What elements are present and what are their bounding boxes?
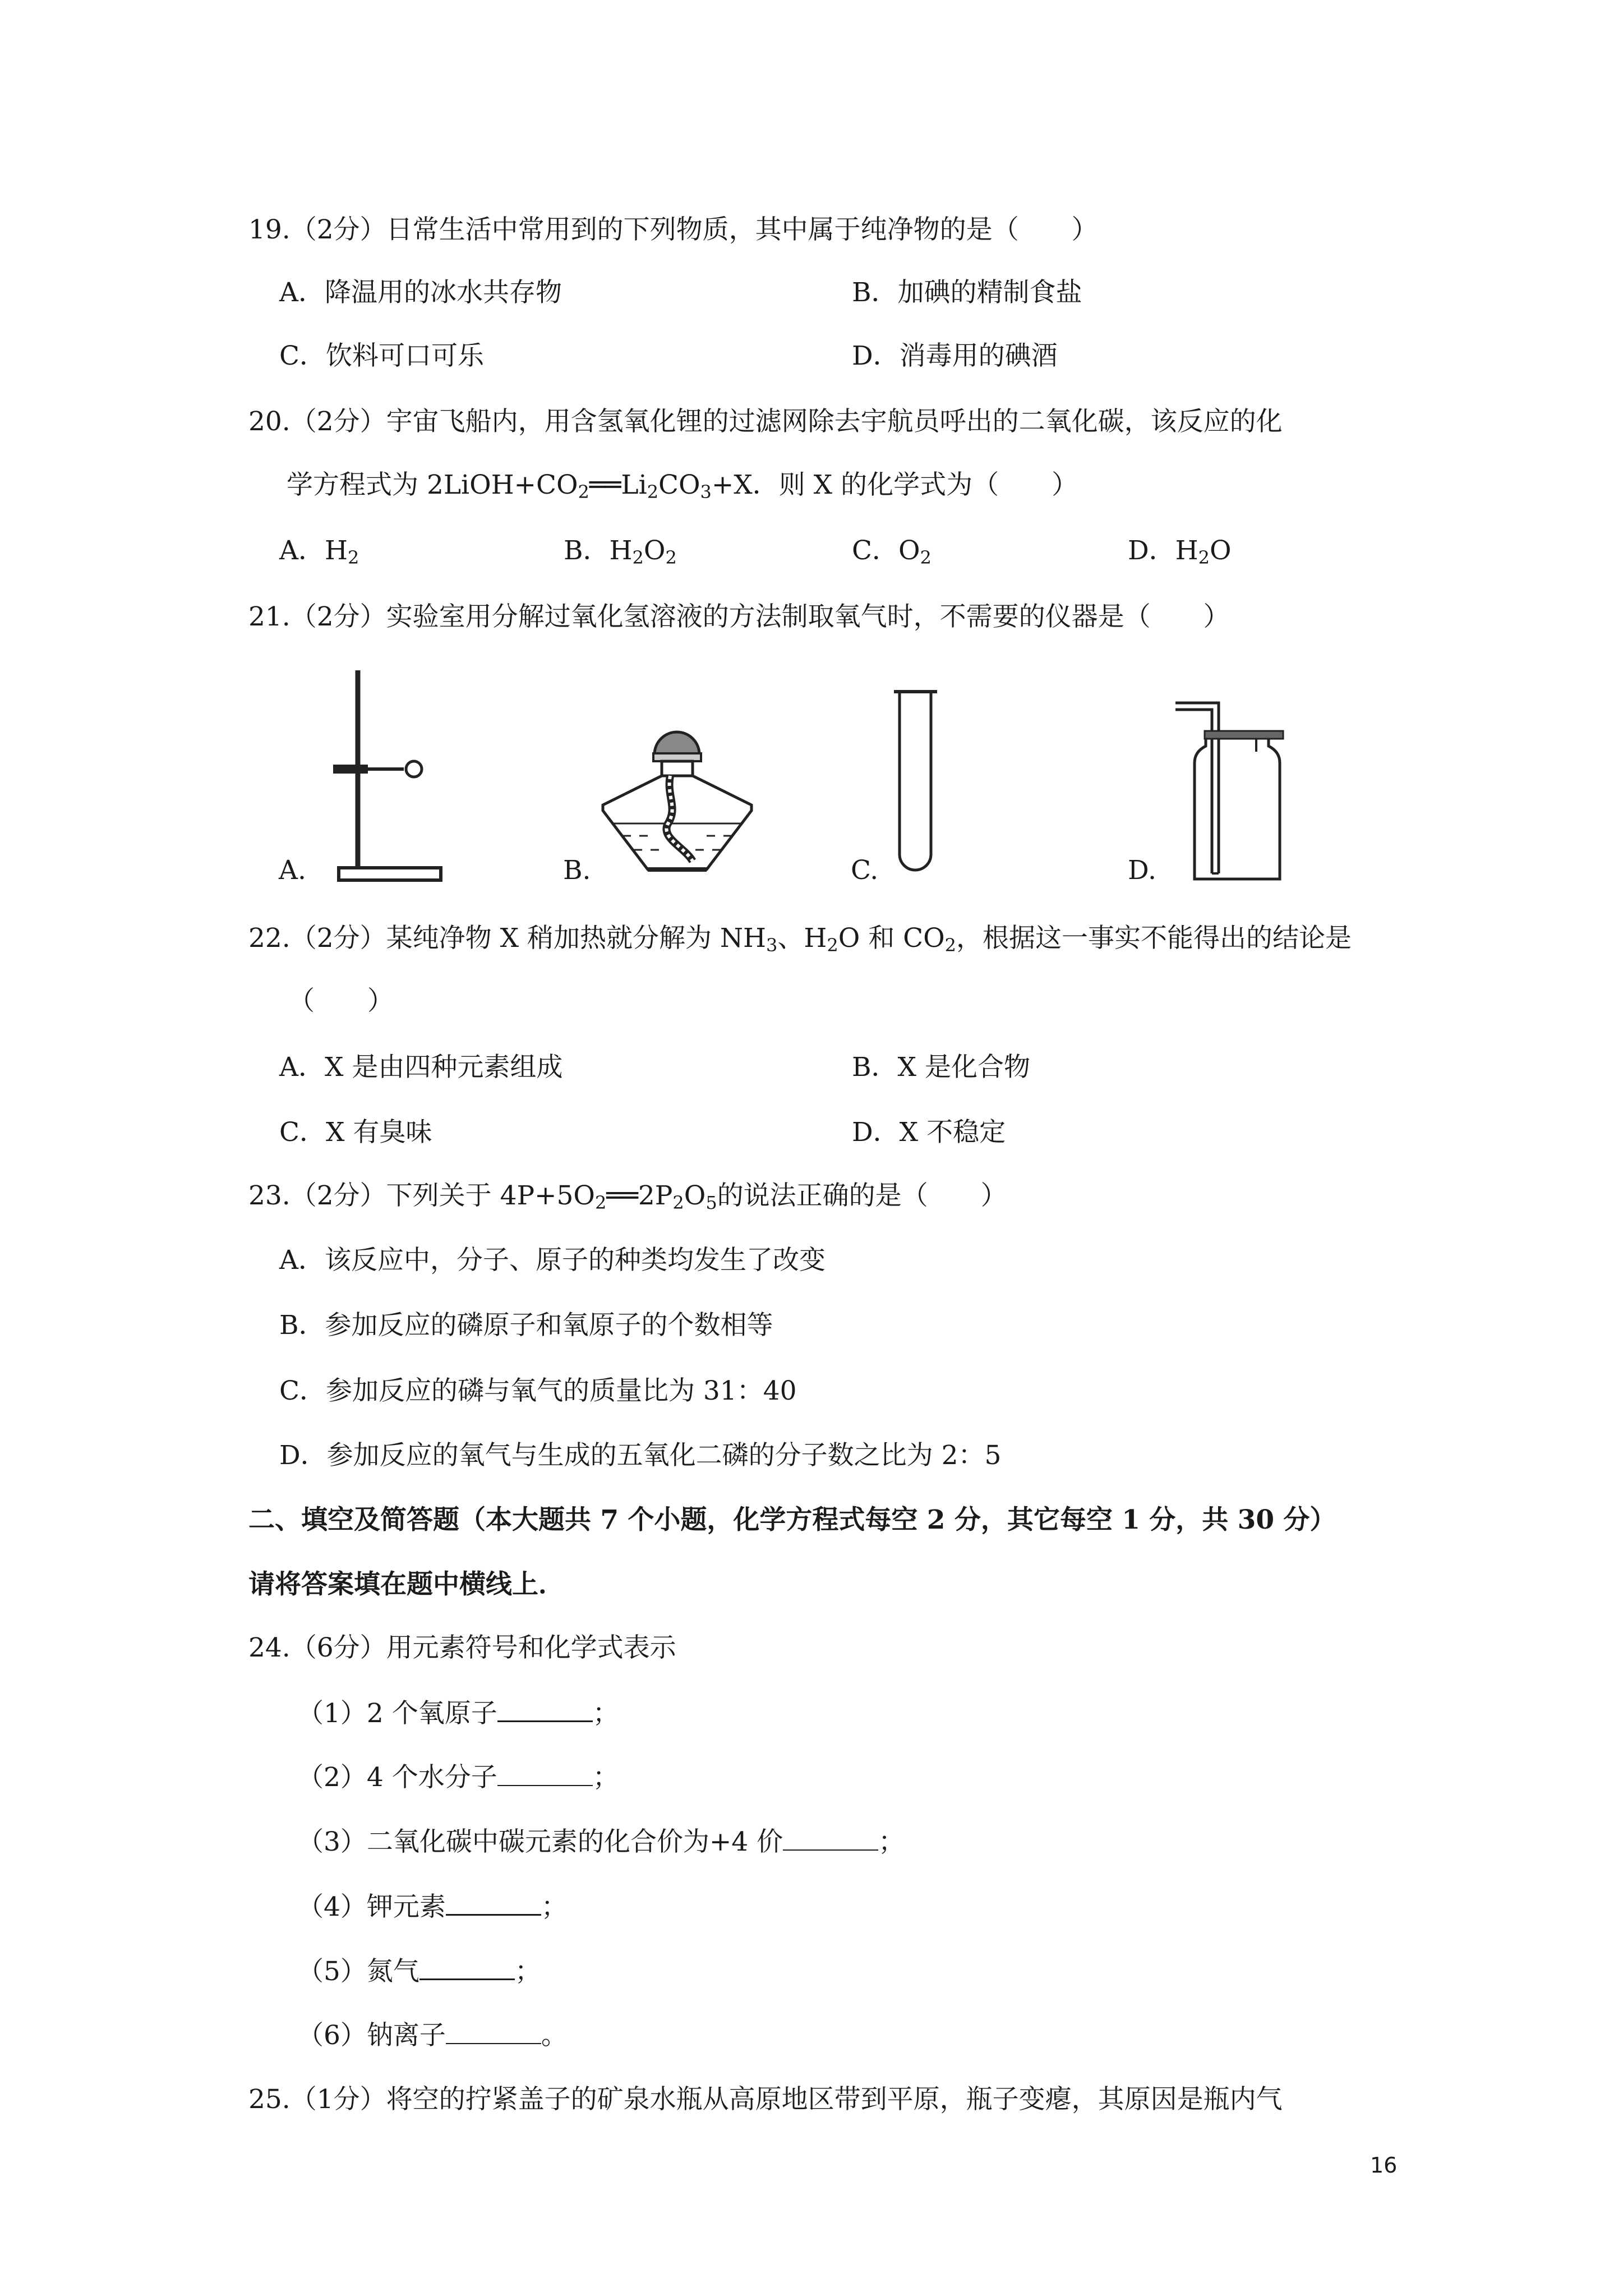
q20-option-d: D．$H_2O$ (1128, 535, 1232, 568)
q25-stem: 25.（1分）将空的拧紧盖子的矿泉水瓶从高原地区带到平原，瓶子变瘪，其原因是瓶内气 (248, 2084, 1283, 2115)
q21-option-c: C. (851, 855, 879, 886)
q23-option-c: C．参加反应的磷与氧气的质量比为 31：40 (279, 1375, 797, 1406)
q23-stem: 23.（2分）下列关于 $4P+5O_2══2P_2O_5$的说法正确的是（ ） (248, 1180, 1007, 1213)
q22-stem-line1: 22.（2分）某纯净物 X 稍加热就分解为 $NH_3$、$H_2O$ 和 $CO_2$，根据这一事实不能得出的结论是 (248, 923, 1352, 956)
q19-option-b: B．加碘的精制食盐 (852, 277, 1082, 308)
alcohol-lamp-figure (600, 712, 754, 881)
q23-option-b: B．参加反应的磷原子和氧原子的个数相等 (279, 1310, 773, 1341)
q24-item-4: （4）钾元素 ； (297, 1889, 568, 1924)
answer-blank[interactable] (446, 2018, 541, 2044)
q22-option-b: B．X 是化合物 (852, 1052, 1030, 1083)
answer-blank[interactable] (419, 1954, 515, 1980)
q24-item-1: （1）2 个氧原子 ； (297, 1696, 619, 1731)
q23-option-a: A．该反应中，分子、原子的种类均发生了改变 (279, 1245, 826, 1276)
q24-item-3: （3）二氧化碳中碳元素的化合价为+4 价 ； (297, 1825, 905, 1859)
answer-blank[interactable] (497, 1696, 593, 1722)
q24-item-2: （2）4 个水分子 ； (297, 1760, 619, 1795)
q24-item-5: （5）氮气 ； (297, 1954, 541, 1989)
q20-option-c: C．$O_2$ (852, 535, 932, 568)
answer-blank[interactable] (497, 1760, 593, 1786)
q21-option-a: A. (279, 855, 306, 886)
q22-option-d: D．X 不稳定 (852, 1117, 1006, 1148)
q24-item-6: （6）钠离子 。 (297, 2018, 568, 2053)
answer-blank[interactable] (446, 1889, 541, 1916)
page-number: 16 (1370, 2153, 1398, 2178)
q20-stem-line1: 20.（2分）宇宙飞船内，用含氢氧化锂的过滤网除去宇航员呼出的二氧化碳，该反应的化 (248, 406, 1283, 437)
iron-stand-figure (331, 665, 449, 886)
q19-option-a: A．降温用的冰水共存物 (279, 277, 562, 308)
q22-option-a: A．X 是由四种元素组成 (279, 1052, 563, 1083)
q21-option-d: D. (1128, 855, 1156, 886)
q21-stem: 21.（2分）实验室用分解过氧化氢溶液的方法制取氧气时，不需要的仪器是（ ） (248, 601, 1230, 632)
section-title: 二、填空及简答题（本大题共 7 个小题，化学方程式每空 2 分，其它每空 1 分，共 30 分） (248, 1504, 1336, 1535)
q24-stem: 24.（6分）用元素符号和化学式表示 (248, 1632, 676, 1663)
q20-stem-line2: 学方程式为 $2LiOH+CO_2══Li_2CO_3+X$．则 X 的化学式为（ ） (287, 470, 1078, 503)
gas-bottle-figure (1172, 698, 1284, 884)
q19-stem: 19.（2分）日常生活中常用到的下列物质，其中属于纯净物的是（ ） (248, 214, 1098, 245)
answer-blank[interactable] (783, 1825, 878, 1851)
test-tube-figure (892, 687, 939, 881)
q21-option-b: B. (563, 855, 591, 886)
q19-option-c: C．饮料可口可乐 (279, 341, 484, 371)
q19-option-d: D．消毒用的碘酒 (852, 341, 1058, 371)
q20-option-a: A．$H_2$ (279, 535, 359, 568)
q20-option-b: B．$H_2O_2$ (564, 535, 677, 568)
q22-option-c: C．X 有臭味 (279, 1117, 432, 1148)
section-note: 请将答案填在题中横线上． (248, 1569, 565, 1600)
q23-option-d: D．参加反应的氧气与生成的五氧化二磷的分子数之比为 2：5 (279, 1440, 1002, 1471)
q22-stem-line2: （ ） (288, 986, 394, 1016)
